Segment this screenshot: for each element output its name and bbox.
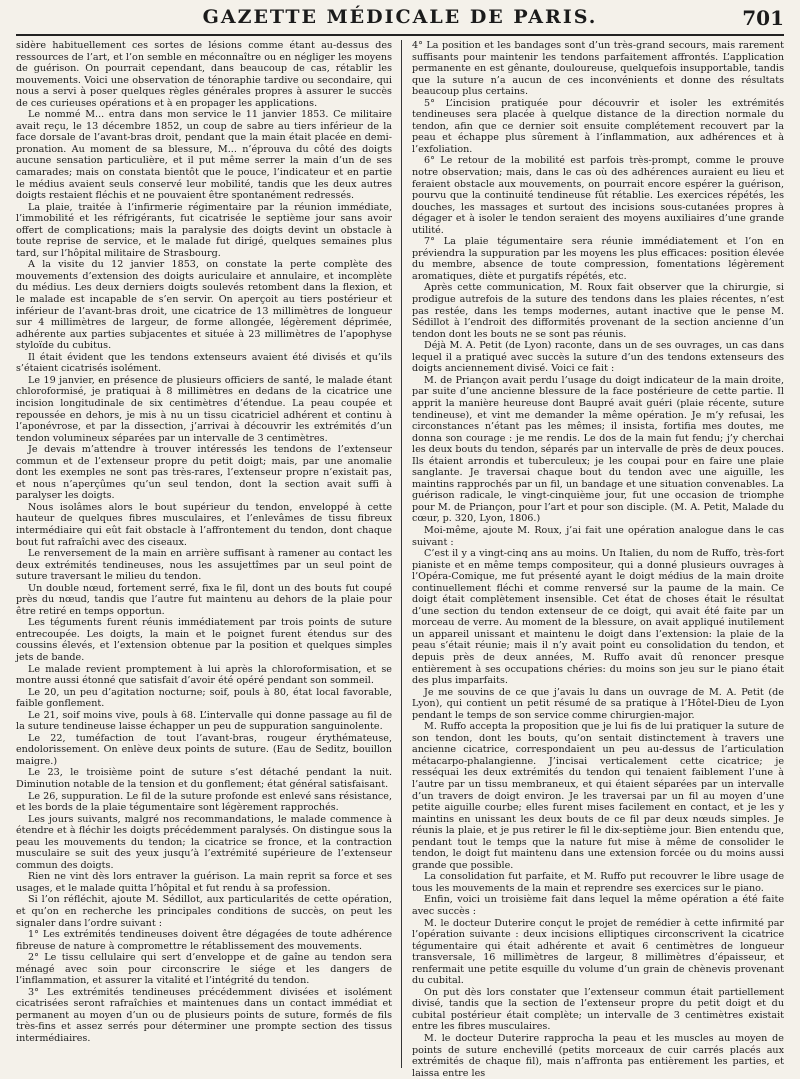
paragraph: Les jours suivants, malgré nos recommandations, le malade commence à étendre et à fléchir les doigts précédemment paralysés. On distingue sous la peau les mouvements du tendon; la cicatrice se fronce, et la contraction musculaire se suit des yeux jusqu’à l’extrémité supérieure de l’extenseur commun des doigts. xyxy=(16,813,392,871)
paragraph: Enfin, voici un troisième fait dans lequel la même opération a été faite avec succès : xyxy=(412,894,784,918)
text-columns xyxy=(16,40,784,1079)
paragraph: On put dès lors constater que l’extenseur commun était partiellement divisé, tandis que la section de l’extenseur propre du petit doigt et du cubital postérieur était complète; un intervalle de 3 centimètres existait entre les fibres musculaires. xyxy=(412,986,784,1033)
paragraph: Après cette communication, M. Roux fait observer que la chirurgie, si prodigue autrefois de la suture des tendons dans les plaies récentes, n’est pas restée, dans les temps modernes, autant inactive que le pense M. Sédillot à l’endroit des difformités provenant de la section ancienne d’un tendon dont les bouts ne se sont pas réunis. xyxy=(412,282,784,340)
paragraph: 4° La position et les bandages sont d’un très-grand secours, mais rarement suffisants pour maintenir les tendons parfaitement affrontés. L’application permanente en est gênante, douloureuse, quelquefois insupportable, tandis que la suture n’a aucun de ces inconvénients et donne des résultats beaucoup plus certains. xyxy=(412,40,784,98)
paragraph: 3° Les extrémités tendineuses précédemment divisées et isolément cicatrisées seront rafraîchies et maintenues dans un contact immédiat et permanent au moyen d’un ou de plusieurs points de suture, formés de fils très-fins et assez serrés pour déterminer une prompte section des tissus intermédiaires. xyxy=(16,986,392,1045)
column-divider xyxy=(401,40,402,1068)
paragraph: Le 20, un peu d’agitation nocturne; soif, pouls à 80, état local favorable, faible gonflement. xyxy=(16,686,392,710)
paragraph: Il était évident que les tendons extenseurs avaient été divisés et qu’ils s’étaient cicatrisés isolément. xyxy=(16,351,392,375)
paragraph: M. Ruffo accepta la proposition que je lui fis de lui pratiquer la suture de son tendon, dont les bouts, qu’on sentait distinctement à travers une ancienne cicatrice, correspondaient un peu au-dessus de l’articulation métacarpo-phalangienne. J’incisai verticalement cette cicatrice; je resséquai les deux extrémités du tendon qui tenaient faiblement l’une à l’autre par un tissu membraneux, et qui étaient séparées par un intervalle d’un travers de doigt environ. Je les traversai par un fil au moyen d’une petite aiguille courbe; elles furent mises facilement en contact, et je les y maintins en unissant les deux bouts de ce fil par deux nœuds simples. Je réunis la plaie, et je pus retirer le fil le dix-septième jour. Bien entendu que, pendant tout le temps que la nature fut mise à même de consolider le tendon, le doigt fut maintenu dans une extension forcée ou du moins aussi grande que possible. xyxy=(412,721,784,871)
paragraph: Je devais m’attendre à trouver intéressés les tendons de l’extenseur commun et de l’extenseur propre du petit doigt; mais, par une anomalie dont les exemples ne sont pas très-rares, l’extenseur propre n’existait pas, et nous n’aperçûmes qu’un seul tendon, dont la section avait suffi à paralyser les doigts. xyxy=(16,444,392,502)
paragraph: Un double nœud, fortement serré, fixa le fil, dont un des bouts fut coupé près du nœud, tandis que l’autre fut maintenu au dehors de la plaie pour être retiré en temps opportun. xyxy=(16,582,392,617)
page-number: 701 xyxy=(742,6,784,30)
paragraph: M. de Priançon avait perdu l’usage du doigt indicateur de la main droite, par suite d’une ancienne blessure de la face postérieure de cette partie. Il apprit la manière heureuse dont Baupré avait guéri (plaie récente, suture tendineuse), et vint me demander la même opération. Je m’y refusai, les circonstances n’étant pas les mêmes; il insista, fortifia mes doutes, me donna son courage : je me rendis. Le dos de la main fut fendu; j’y cherchai les deux bouts du tendon, séparés par un intervalle de près de deux pouces. Ils étaient arrondis et tuberculeux; je les coupai pour en faire une plaie sanglante. Je traversai chaque bout du tendon avec une aiguille, les maintins rapprochés par un fil, un bandage et une situation convenables. La guérison radicale, le vingt-cinquième jour, fut une occasion de triomphe pour M. de Priançon, pour l’art et pour son disciple. (M. A. Petit, Malade du cœur, p. 320, Lyon, 1806.) xyxy=(412,374,784,525)
paragraph: 1° Les extrémités tendineuses doivent être dégagées de toute adhérence fibreuse de nature à compromettre le rétablissement des mouvements. xyxy=(16,929,392,952)
paragraph: Le malade revient promptement à lui après la chloroformisation, et se montre aussi étonné que satisfait d’avoir été opéré pendant son sommeil. xyxy=(16,663,392,687)
left-column xyxy=(16,40,392,1068)
paragraph: 2° Le tissu cellulaire qui sert d’enveloppe et de gaîne au tendon sera ménagé avec soin pour circonscrire le siége et les dangers de l’inflammation, et assurer la vitalité et l’intégrité du tendon. xyxy=(16,952,392,987)
paragraph: 7° La plaie tégumentaire sera réunie immédiatement et l’on en préviendra la suppuration par les moyens les plus efficaces: position élevée du membre, absence de toute compression, fomentations légèrement aromatiques, diète et purgatifs répétés, etc. xyxy=(412,236,784,282)
paragraph: Je me souvins de ce que j’avais lu dans un ouvrage de M. A. Petit (de Lyon), qui contient un petit résumé de sa pratique à l’Hôtel-Dieu de Lyon pendant le temps de son service comme chirurgien-major. xyxy=(412,686,784,721)
paragraph: Le 23, le troisième point de suture s’est détaché pendant la nuit. Diminution notable de la tension et du gonflement; état général satisfaisant. xyxy=(16,767,392,790)
paragraph: 6° Le retour de la mobilité est parfois très-prompt, comme le prouve notre observation; mais, dans le cas où des adhérences auraient eu lieu et feraient obstacle aux mouvements, on pourrait encore espérer la guérison, pourvu que la continuité tendineuse fût rétablie. Les exercices répétés, les douches, les massages et surtout des incisions sous-cutanées propres à dégager et à isoler le tendon seraient des moyens auxiliaires d’une grande utilité. xyxy=(412,155,784,236)
paragraph: 5° L’incision pratiquée pour découvrir et isoler les extrémités tendineuses sera placée à quelque distance de la direction normale du tendon, afin que ce dernier soit ensuite complétement recouvert par la peau et échappe plus sûrement à l’inflammation, aux adhérences et à l’exfoliation. xyxy=(412,97,784,155)
paragraph: Le nommé M... entra dans mon service le 11 janvier 1853. Ce militaire avait reçu, le 13 décembre 1852, un coup de sabre au tiers inférieur de la face dorsale de l’avant-bras droit, pendant que la main était placée en demi-pronation. Au moment de sa blessure, M... n’éprouva du côté des doigts aucune sensation particulière, et il put même serrer la main d’un de ses camarades; mais on constata bientôt que le pouce, l’indicateur et en partie le médius avaient seuls conservé leur mobilité, tandis que les deux autres doigts restaient fléchis et ne pouvaient être spontanément redressés. xyxy=(16,109,392,202)
paragraph: M. le docteur Duterire conçut le projet de remédier à cette infirmité par l’opération suivante : deux incisions elliptiques circonscrivent la cicatrice tégumentaire qui était adhérente et avait 6 centimètres de longueur transversale, 16 millimètres de largeur, 8 millimètres d’épaisseur, et renfermait une petite esquille du volume d’un grain de chènevis provenant du cubital. xyxy=(412,917,784,987)
paragraph: Le 19 janvier, en présence de plusieurs officiers de santé, le malade étant chloroformisé, je pratiquai à 8 millimètres en dedans de la cicatrice une incision longitudinale de six centimètres d’étendue. La peau coupée et repoussée en dehors, je mis à nu un tissu cicatriciel adhérent et continu à l’aponévrose, et par la dissection, j’arrivai à découvrir les extrémités d’un tendon volumineux séparées par un intervalle de 3 centimètres. xyxy=(16,374,392,444)
paragraph: sidère habituellement ces sortes de lésions comme étant au-dessus des ressources de l’art, et l’on semble en méconnaître ou en négliger les moyens de guérison. On pourrait cependant, dans beaucoup de cas, rétablir les mouvements. Voici une observation de ténoraphie tardive ou secondaire, qui nous a servi à poser quelques règles générales propres à assurer le succès de ces curieuses opérations et à en propager les applications. xyxy=(16,40,392,109)
paragraph: M. le docteur Duterire rapprocha la peau et les muscles au moyen de points de suture enchevillé (petits morceaux de cuir carrés placés aux extrémités de chaque fil), mais n’affronta pas entièrement les parties, et laissa entre les xyxy=(412,1033,784,1079)
journal-title: GAZETTE MÉDICALE DE PARIS. xyxy=(202,6,598,28)
right-column xyxy=(412,40,784,1079)
paragraph: Le renversement de la main en arrière suffisant à ramener au contact les deux extrémités tendineuses, nous les assujettîmes par un seul point de suture traversant le milieu du tendon. xyxy=(16,548,392,583)
paragraph: Rien ne vint dès lors entraver la guérison. La main reprit sa force et ses usages, et le malade quitta l’hôpital et fut rendu à sa profession. xyxy=(16,871,392,894)
paragraph: Moi-même, ajoute M. Roux, j’ai fait une opération analogue dans le cas suivant : xyxy=(412,524,784,548)
paragraph: Le 22, tuméfaction de tout l’avant-bras, rougeur érythémateuse, endolorissement. On enlève deux points de suture. (Eau de Seditz, bouillon maigre.) xyxy=(16,732,392,767)
paragraph: Déjà M. A. Petit (de Lyon) raconte, dans un de ses ouvrages, un cas dans lequel il a pratiqué avec succès la suture d’un des tendons extenseurs des doigts anciennement divisé. Voici ce fait : xyxy=(412,340,784,375)
paragraph: Le 21, soif moins vive, pouls à 68. L’intervalle qui donne passage au fil de la suture tendineuse laisse échapper un peu de suppuration sanguinolente. xyxy=(16,709,392,733)
page-header xyxy=(16,4,784,36)
paragraph: Si l’on réfléchit, ajoute M. Sédillot, aux particularités de cette opération, et qu’on en recherche les principales conditions de succès, on peut les signaler dans l’ordre suivant : xyxy=(16,894,392,929)
paragraph: La consolidation fut parfaite, et M. Ruffo put recouvrer le libre usage de tous les mouvements de la main et reprendre ses exercices sur le piano. xyxy=(412,871,784,894)
paragraph: C’est il y a vingt-cinq ans au moins. Un Italien, du nom de Ruffo, très-fort pianiste et en même temps compositeur, qui a donné plusieurs ouvrages à l’Opéra-Comique, me fut présenté ayant le doigt médius de la main droite continuellement fléchi et comme renversé sur la paume de la main. Ce doigt était complètement insensible. Cet état de choses était le résultat d’une section du tendon extenseur de ce doigt, qui avait été faite par un morceau de verre. Au moment de la blessure, on avait appliqué inutilement un appareil unissant et maintenu le doigt dans l’extension: la plaie de la peau s’était réunie; mais il n’y avait point eu consolidation du tendon, et depuis près de deux années, M. Ruffo avait dû renoncer presque entièrement à ses occupations chéries: du moins son jeu sur le piano était des plus imparfaits. xyxy=(412,548,784,687)
paragraph: A la visite du 12 janvier 1853, on constate la perte complète des mouvements d’extension des doigts auriculaire et annulaire, et incomplète du médius. Les deux derniers doigts soulevés retombent dans la flexion, et le malade est incapable de s’en servir. On aperçoit au tiers postérieur et inférieur de l’avant-bras droit, une cicatrice de 13 millimètres de longueur sur 4 millimètres de largeur, de forme allongée, légèrement déprimée, adhérente aux parties subjacentes et située à 23 millimètres de l’apophyse styloïde du cubitus. xyxy=(16,259,392,352)
paragraph: Le 26, suppuration. Le fil de la suture profonde est enlevé sans résistance, et les bords de la plaie tégumentaire sont légèrement rapprochés. xyxy=(16,790,392,814)
paragraph: La plaie, traitée à l’infirmerie régimentaire par la réunion immédiate, l’immobilité et les réfrigérants, fut cicatrisée le septième jour sans avoir offert de complications; mais la paralysie des doigts devint un obstacle à toute reprise de service, et le malade fut dirigé, quelques semaines plus tard, sur l’hôpital militaire de Strasbourg. xyxy=(16,201,392,259)
paragraph: Les téguments furent réunis immédiatement par trois points de suture entrecoupée. Les doigts, la main et le poignet furent étendus sur des coussins élevés, et l’extension obtenue par la position et quelques simples jets de bande. xyxy=(16,617,392,663)
paragraph: Nous isolâmes alors le bout supérieur du tendon, enveloppé à cette hauteur de quelques fibres musculaires, et l’enlevâmes de tissu fibreux intermédiaire qui eût fait obstacle à l’affrontement du tendon, dont chaque bout fut rafraîchi avec des ciseaux. xyxy=(16,501,392,548)
